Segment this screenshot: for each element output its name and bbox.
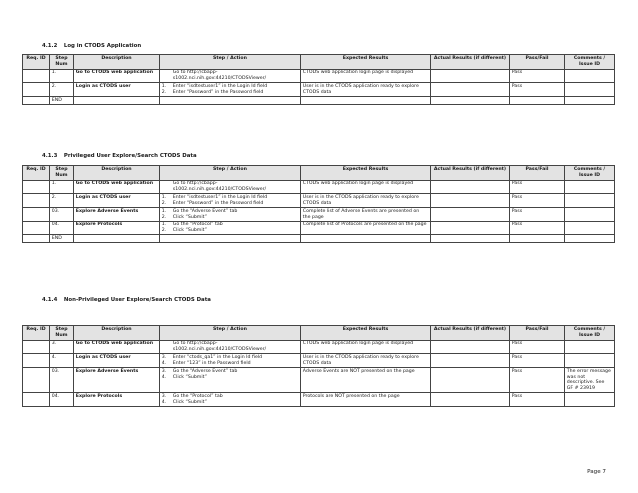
action-step-number: 3. [161,394,167,399]
actual-results-cell [431,235,510,243]
section-heading: Log in CTODS Application [63,43,142,49]
step-num-cell: 04. [50,221,74,235]
description-cell: Explore Protocols [74,221,160,235]
page-number: Page 7 [587,469,606,475]
description-cell: Login as CTODS user [74,83,160,97]
step-num-cell: END [50,235,74,243]
pass-fail-cell: Pass [510,208,565,222]
expected-results-cell [301,97,431,105]
step-action-cell [160,69,301,83]
actual-results-cell [431,83,510,97]
description-cell: Explore Adverse Events [74,208,160,222]
column-header-expected: Expected Results [301,166,431,181]
expected-results-cell: User is in the CTODS application ready to explore CTODS data [301,83,431,97]
column-header-description: Description [74,55,160,70]
section-number: 4.1.4 [42,297,58,303]
description-cell: Explore Adverse Events [74,368,160,393]
section-number: 4.1.2 [42,43,58,49]
pass-fail-cell: Pass [510,221,565,235]
action-step [162,228,298,234]
pass-fail-cell: Pass [510,69,565,83]
action-step-number: 1. [161,195,167,200]
column-header-step-action: Step / Action [160,166,301,181]
action-step-text: Go to http://cbapp-s1002.nci.nih.gov:44210/CTODSViewer/ [172,181,267,193]
table-row [23,180,615,194]
action-step-number: 3. [161,355,167,360]
expected-results-cell: Complete list of Adverse Events are presented on the page [301,208,431,222]
action-step-number [162,70,173,82]
expected-results-cell: CTODS web application login page is displayed [301,340,431,354]
action-step-number: 1. [161,222,167,228]
step-num-cell: 03. [50,368,74,393]
step-action-cell [160,83,301,97]
action-step-number [162,181,173,193]
step-num-cell: 4. [50,354,74,368]
action-step [162,70,298,82]
actual-results-cell [431,340,510,354]
section-title-4-1-4 [42,297,211,303]
section-number: 4.1.3 [42,153,58,159]
step-num-cell: 2. [50,83,74,97]
column-header-description: Description [74,166,160,181]
column-header-actual: Actual Results (if different) [431,326,510,341]
table-row [23,354,615,368]
description-cell: Login as CTODS user [74,194,160,208]
pass-fail-cell: Pass [510,83,565,97]
action-step-number: 2. [161,89,167,95]
req-id-cell [23,340,50,354]
req-id-cell [23,83,50,97]
actual-results-cell [431,208,510,222]
table-row [23,221,615,235]
column-header-comments: Comments / Issue ID [565,166,615,181]
actual-results-cell [431,194,510,208]
step-action-cell [160,368,301,393]
action-step-number: 4. [161,399,167,405]
column-header-step-num: Step Num [50,55,74,70]
comments-cell [565,194,615,208]
comments-cell [565,393,615,407]
actual-results-cell [431,393,510,407]
table-header-row [23,55,615,70]
column-header-pass-fail: Pass/Fail [510,55,565,70]
comments-cell [565,354,615,368]
req-id-cell [23,208,50,222]
action-step-number: 1. [161,208,167,214]
test-table-4-1-4 [22,325,615,407]
step-num-cell: 3. [50,340,74,354]
comments-cell [565,180,615,194]
pass-fail-cell: Pass [510,354,565,368]
action-step-text: Go the “Protocol” tab [172,222,223,228]
action-step-number [162,341,173,353]
comments-cell [565,208,615,222]
step-action-cell [160,180,301,194]
expected-results-cell: CTODS web application login page is displayed [301,69,431,83]
action-step-text: Click “Submit” [172,399,207,405]
action-step [162,181,298,193]
action-step-text: Enter “123” in the Password field [172,360,251,366]
table-row [23,340,615,354]
step-num-cell: END [50,97,74,105]
description-cell: Go to CTODS web application [74,69,160,83]
action-step-text: Enter “ctods_qa1” in the Login Id field [172,355,263,360]
action-step-text: Click “Submit” [172,374,207,380]
column-header-pass-fail: Pass/Fail [510,326,565,341]
expected-results-cell: Adverse Events are NOT presented on the page [301,368,431,393]
comments-cell [565,83,615,97]
actual-results-cell [431,221,510,235]
column-header-req-id: Req. ID [23,55,50,70]
comments-cell [565,235,615,243]
action-step-text: Click “Submit” [172,228,207,234]
req-id-cell [23,368,50,393]
action-step [162,90,298,96]
column-header-actual: Actual Results (if different) [431,166,510,181]
action-step-number: 2. [161,200,167,206]
action-step [162,201,298,207]
action-step-number: 1. [161,84,167,89]
pass-fail-cell [510,97,565,105]
expected-results-cell: User is in the CTODS application ready to explore CTODS data [301,194,431,208]
action-step-text: Enter “isdtestuser1” in the Login Id field [172,195,268,200]
step-action-cell [160,194,301,208]
test-table-4-1-2 [22,54,615,105]
table-row [23,368,615,393]
action-step-text: Go to http://cbapp-s1002.nci.nih.gov:44210/CTODSViewer/ [172,70,267,82]
action-step-text: Go to http://cbapp-s1002.nci.nih.gov:44210/CTODSViewer/ [172,341,267,353]
action-step-number: 2. [161,228,167,234]
actual-results-cell [431,97,510,105]
actual-results-cell [431,354,510,368]
expected-results-cell [301,235,431,243]
req-id-cell [23,235,50,243]
action-step-text: Go the “Adverse Event” tab [172,368,238,374]
step-action-cell [160,393,301,407]
step-action-cell [160,354,301,368]
column-header-req-id: Req. ID [23,326,50,341]
step-action-cell [160,235,301,243]
column-header-step-num: Step Num [50,326,74,341]
step-num-cell: 1. [50,69,74,83]
req-id-cell [23,393,50,407]
table-row [23,194,615,208]
column-header-comments: Comments / Issue ID [565,326,615,341]
comments-cell [565,340,615,354]
column-header-expected: Expected Results [301,326,431,341]
req-id-cell [23,221,50,235]
step-action-cell [160,340,301,354]
action-step-number: 4. [161,360,167,366]
actual-results-cell [431,180,510,194]
test-table-4-1-3 [22,165,615,243]
step-action-cell [160,221,301,235]
column-header-expected: Expected Results [301,55,431,70]
comments-cell [565,221,615,235]
comments-cell: The error message was not descriptive. See GF # 23919 [565,368,615,393]
action-step-text: Enter “Password” in the Password field [172,200,264,206]
action-step [162,341,298,353]
comments-cell [565,69,615,83]
description-cell: Login as CTODS user [74,354,160,368]
req-id-cell [23,354,50,368]
table-row [23,97,615,105]
step-num-cell: 03. [50,208,74,222]
action-step [162,215,298,221]
req-id-cell [23,194,50,208]
action-step-number: 4. [161,374,167,380]
section-title-4-1-2 [42,43,141,49]
description-cell: Go to CTODS web application [74,340,160,354]
req-id-cell [23,69,50,83]
req-id-cell [23,180,50,194]
description-cell [74,97,160,105]
table-row [23,83,615,97]
description-cell: Explore Protocols [74,393,160,407]
description-cell [74,235,160,243]
table-row [23,393,615,407]
description-cell: Go to CTODS web application [74,180,160,194]
section-heading: Non-Privileged User Explore/Search CTODS Data [63,297,211,303]
expected-results-cell: Complete list of Protocols are presented on the page [301,221,431,235]
action-step [162,400,298,406]
action-step [162,361,298,367]
column-header-step-action: Step / Action [160,326,301,341]
table-row [23,69,615,83]
step-num-cell: 2. [50,194,74,208]
actual-results-cell [431,368,510,393]
column-header-actual: Actual Results (if different) [431,55,510,70]
actual-results-cell [431,69,510,83]
step-num-cell: 1. [50,180,74,194]
action-step-number: 3. [161,368,167,374]
column-header-pass-fail: Pass/Fail [510,166,565,181]
table-header-row [23,166,615,181]
column-header-step-action: Step / Action [160,55,301,70]
table-header-row [23,326,615,341]
pass-fail-cell: Pass [510,180,565,194]
expected-results-cell: User is in the CTODS application ready to explore CTODS data [301,354,431,368]
action-step-text: Enter “isdtestuser1” in the Login Id field [172,84,268,89]
step-num-cell: 04. [50,393,74,407]
section-title-4-1-3 [42,153,197,159]
step-action-cell [160,208,301,222]
column-header-step-num: Step Num [50,166,74,181]
action-step-text: Go the “Protocol” tab [172,394,223,399]
expected-results-cell: Protocols are NOT presented on the page [301,393,431,407]
column-header-req-id: Req. ID [23,166,50,181]
column-header-description: Description [74,326,160,341]
pass-fail-cell [510,235,565,243]
pass-fail-cell: Pass [510,194,565,208]
table-row [23,235,615,243]
pass-fail-cell: Pass [510,340,565,354]
expected-results-cell: CTODS web application login page is displayed [301,180,431,194]
action-step [162,375,298,381]
pass-fail-cell: Pass [510,393,565,407]
step-action-cell [160,97,301,105]
comments-cell [565,97,615,105]
section-heading: Privileged User Explore/Search CTODS Data [63,153,197,159]
action-step-text: Click “Submit” [172,214,207,220]
action-step-number: 2. [161,214,167,220]
action-step-text: Go the “Adverse Event” tab [172,208,238,214]
column-header-comments: Comments / Issue ID [565,55,615,70]
pass-fail-cell: Pass [510,368,565,393]
table-row [23,208,615,222]
action-step-text: Enter “Password” in the Password field [172,89,264,95]
req-id-cell [23,97,50,105]
